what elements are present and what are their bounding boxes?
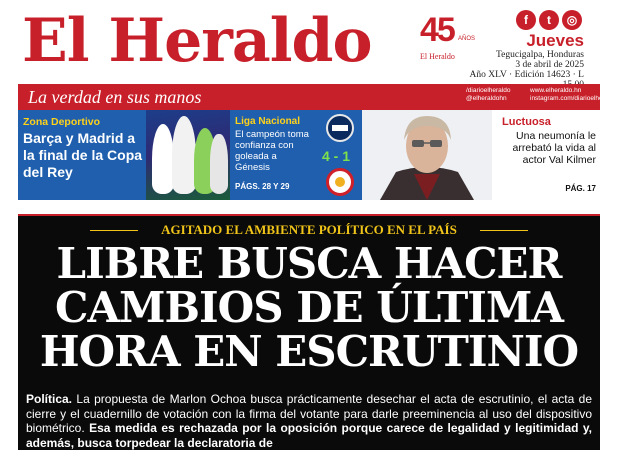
summary-text: La propuesta de Marlon Ochoa busca prácticamente desechar el acta de escrutinio, el acta de cierre y el cuadernillo de votación con la firma del votante para darle preeminencia al uso del dispositivo biométrico. [26, 392, 592, 435]
headline-line: HORA EN ESCRUTINIO [39, 327, 579, 376]
facebook-handle[interactable]: /diarioelheraldo [466, 87, 511, 94]
lead-story[interactable] [18, 216, 600, 450]
lead-headline [18, 239, 600, 376]
kicker-row [18, 222, 600, 238]
city: Tegucigalpa, Honduras [496, 50, 584, 60]
teaser-pages: PÁGS. 28 Y 29 [235, 182, 290, 191]
twitter-icon[interactable]: t [539, 10, 559, 30]
twitter-handle[interactable]: @elheraldohn [466, 95, 507, 102]
instagram-handle[interactable]: instagram.com/diarioelheraldo [530, 95, 617, 102]
teaser-body: El campeón toma confianza con goleada a Génesis [235, 129, 309, 173]
teaser-strip [18, 110, 600, 200]
website-link[interactable]: www.elheraldo.hn [530, 87, 582, 94]
weekday: Jueves [526, 31, 584, 50]
teaser-obituary[interactable] [362, 110, 600, 200]
player-figure [152, 124, 174, 194]
player-figure [210, 134, 228, 194]
social-icons [516, 10, 582, 32]
match-score: 4 - 1 [322, 148, 351, 164]
team-crest-icon [326, 168, 354, 196]
lead-kicker: AGITADO EL AMBIENTE POLÍTICO EN EL PAÍS [161, 222, 457, 237]
newspaper-logo[interactable]: El Heraldo [22, 6, 372, 76]
social-handles-left [466, 87, 510, 103]
headline-line: LIBRE BUSCA HACER [56, 239, 562, 288]
facebook-icon[interactable]: f [516, 10, 536, 30]
summary-bold-text: Esa medida es rechazada por la oposición porque carece de legalidad y legitimidad y, además, busca torpedear la declaratoria de [26, 421, 592, 450]
teaser-sports[interactable] [18, 110, 230, 200]
masthead [0, 0, 600, 84]
teaser-headline: Barça y Madrid a la final de la Copa del Rey [23, 130, 143, 180]
anniversary-number: 45 [420, 11, 454, 49]
team-crest-icon [326, 114, 354, 142]
teaser-league[interactable] [230, 110, 362, 200]
football-players-photo [146, 110, 230, 200]
teaser-section-label: Liga Nacional [235, 116, 301, 127]
instagram-icon[interactable]: ◎ [562, 10, 582, 30]
anniversary-unit: AÑOS [458, 36, 476, 42]
social-handles-right [530, 87, 617, 103]
player-figure [172, 116, 196, 194]
actor-portrait-photo [362, 110, 492, 200]
teaser-section-label: Luctuosa [502, 116, 551, 128]
portrait-illustration [362, 110, 492, 200]
teaser-pages: PÁG. 17 [565, 184, 596, 193]
anniversary-brand: El Heraldo [420, 52, 455, 61]
teaser-body: Una neumonía le arrebató la vida al actor Val Kilmer [512, 130, 596, 166]
edition-info: Año XLV · Edición 14623 · L [469, 70, 584, 80]
summary-label: Política. [26, 392, 73, 406]
lead-summary [26, 392, 592, 450]
date-block [460, 32, 584, 90]
tagline-bar [18, 84, 617, 110]
headline-line: CAMBIOS DE ÚLTIMA [55, 283, 563, 332]
teaser-section-label: Zona Deportivo [23, 116, 101, 128]
issue-date: 3 de abril de 2025 [515, 60, 584, 70]
tagline: La verdad en sus manos [28, 87, 202, 107]
